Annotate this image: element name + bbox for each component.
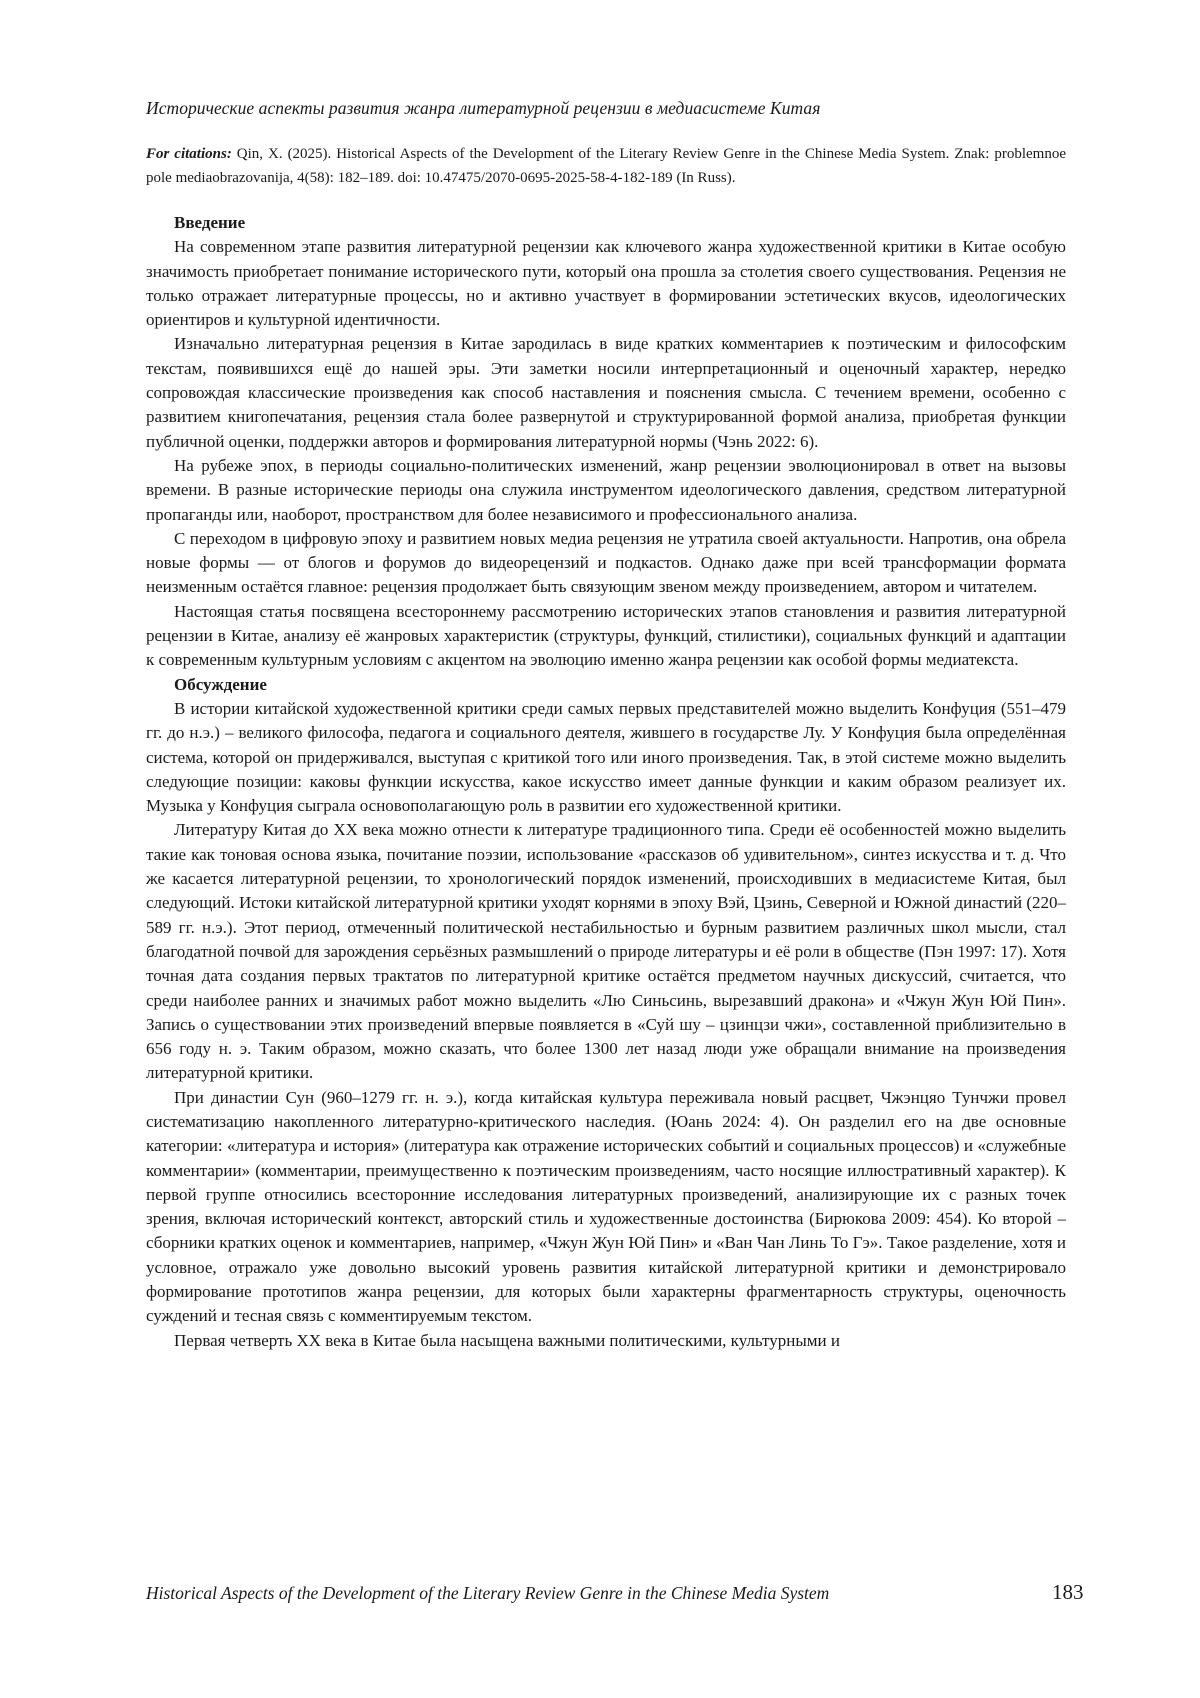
paragraph: В истории китайской художественной критики среди самых первых представителей можно выделить Конфуция (551–479 гг. до н.э.) – великого философа, педагога и социального деятеля, жившего в государстве Лу. У Конфуция была определённая система, которой он придерживался, выступая с критикой того или иного произведения. Так, в этой системе можно выделить следующие позиции: каковы функции искусства, какое искусство имеет данные функции и каким образом реализует их. Музыка у Конфуция сыграла основополагающую роль в развитии его художественной критики. [146,698,1066,816]
footer-title: Historical Aspects of the Development of the Literary Review Genre in the Chinese Media System [146,1583,830,1603]
paragraph: На рубеже эпох, в периоды социально-политических изменений, жанр рецензии эволюционировал в ответ на вызовы времени. В разные исторические периоды она служила инструментом идеологического давления, средством литературной пропаганды или, наоборот, пространством для более независимого и профессионального анализа. [146,455,1066,524]
citation-block [146,142,1066,190]
paragraph: При династии Сун (960–1279 гг. н. э.), когда китайская культура переживала новый расцвет, Чжэнцяо Тунчжи провел систематизацию накопленного литературно-критического наследия. (Юань 2024: 4). Он разделил его на две основные категории: «литература и история» (литература как отражение исторических событий и социальных процессов) и «служебные комментарии» (комментарии, преимущественно к поэтическим произведениям, часто носящие иллюстративный характер). К первой группе относились всесторонние исследования литературных произведений, анализирующие их с разных точек зрения, включая исторический контекст, авторский стиль и художественные достоинства (Бирюкова 2009: 454). Ко второй – сборники кратких оценок и комментариев, например, «Чжун Жун Юй Пин» и «Ван Чан Линь То Гэ». Такое разделение, хотя и условное, отражало уже довольно высокий уровень развития китайской литературной критики и демонстрировало формирование прототипов жанра рецензии, для которых были характерны фрагментарность структуры, оценочность суждений и тесная связь с комментируемым текстом. [146,1087,1066,1326]
article-body [146,211,1066,1353]
paragraph: На современном этапе развития литературной рецензии как ключевого жанра художественной критики в Китае особую значимость приобретает понимание исторического пути, который она прошла за столетия своего существования. Рецензия не только отражает литературные процессы, но и активно участвует в формировании эстетических вкусов, идеологических ориентиров и культурной идентичности. [146,237,1066,330]
paragraph: Литературу Китая до XX века можно отнести к литературе традиционного типа. Среди её особенностей можно выделить такие как тоновая основа языка, почитание поэзии, использование «рассказов об удивительном», синтез искусства и т. д. Что же касается литературной рецензии, то хронологический порядок изменений, происходивших в медиасистеме Китая, был следующий. Истоки китайской литературной критики уходят корнями в эпоху Вэй, Цзинь, Северной и Южной династий (220–589 гг. н.э.). Этот период, отмеченный политической нестабильностью и бурным развитием различных школ мысли, стал благодатной почвой для зарождения серьёзных размышлений о природе литературы и её роли в обществе (Пэн 1997: 17). Хотя точная дата создания первых трактатов по литературной критике остаётся предметом научных дискуссий, считается, что среди наиболее ранних и значимых работ можно выделить «Лю Синьсинь, вырезавший дракона» и «Чжун Жун Юй Пин». Запись о существовании этих произведений впервые появляется в «Суй шу – цзинцзи чжи», составленной приблизительно в 656 году н. э. Таким образом, можно сказать, что более 1300 лет назад люди уже обращали внимание на произведения литературной критики. [146,820,1067,1083]
citation-label: For citations: [146,146,232,162]
section-heading-discussion: Обсуждение [174,674,267,694]
paragraph: С переходом в цифровую эпоху и развитием новых медиа рецензия не утратила своей актуальности. Напротив, она обрела новые формы — от блогов и форумов до видеорецензий и подкастов. Однако даже при всей трансформации формата неизменным остаётся главное: рецензия продолжает быть связующим звеном между произведением, автором и читателем. [146,528,1066,597]
running-head: Исторические аспекты развития жанра литературной рецензии в медиасистеме Китая [146,98,821,118]
page-number: 183 [1052,1580,1084,1604]
paragraph: Изначально литературная рецензия в Китае зародилась в виде кратких комментариев к поэтическим и философским текстам, появившихся ещё до нашей эры. Эти заметки носили интерпретационный и оценочный характер, нередко сопровождая классические произведения как способ наставления и пояснения смысла. С течением времени, особенно с развитием книгопечатания, рецензия стала более развернутой и структурированной формой анализа, приобретая функции публичной оценки, поддержки авторов и формирования литературной нормы (Чэнь 2022: 6). [146,334,1066,451]
paragraph: Настоящая статья посвящена всестороннему рассмотрению исторических этапов становления и развития литературной рецензии в Китае, анализу её жанровых характеристик (структуры, функций, стилистики), социальных функций и адаптации к современным культурным условиям с акцентом на эволюцию именно жанра рецензии как особой формы медиатекста. [146,601,1066,670]
citation-text: Qin, X. (2025). Historical Aspects of the Development of the Literary Review Genre in the Chinese Media System. Znak: problemnoe pole mediaobrazovanija, 4(58): 182–189. doi: 10.47475/2070-0695-2025-58-4-182-189 (In Russ). [146,146,1066,186]
section-heading-introduction: Введение [174,213,246,232]
paragraph: Первая четверть XX века в Китае была насыщена важными политическими, культурными и [174,1330,840,1350]
